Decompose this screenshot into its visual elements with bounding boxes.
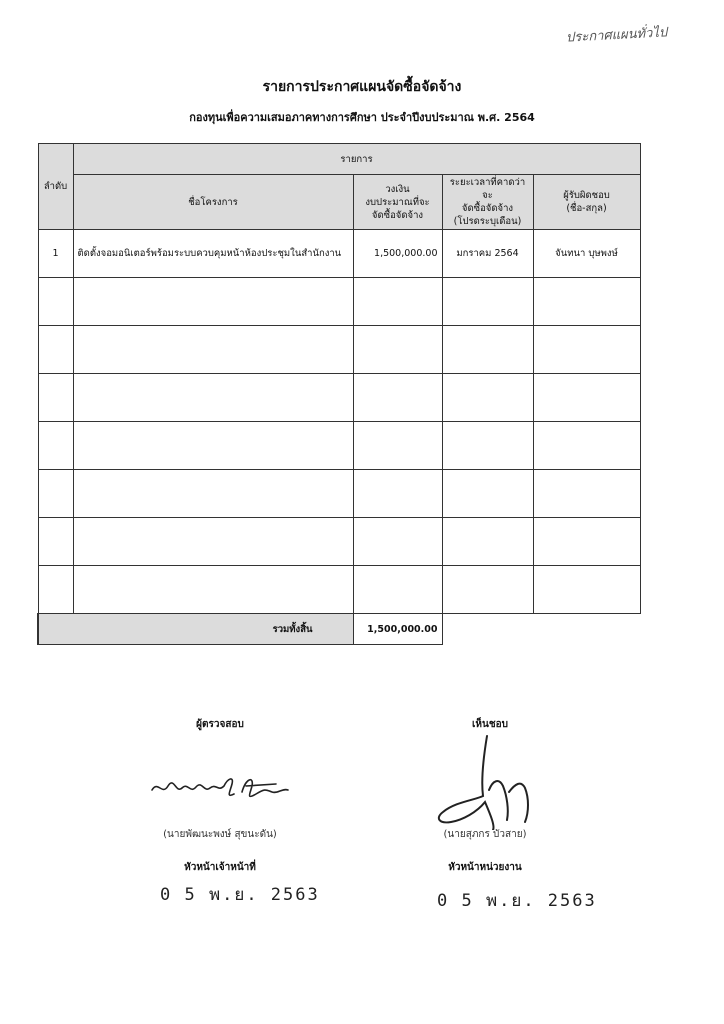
row-project (73, 518, 353, 566)
row-responsible (533, 470, 640, 518)
row-project (73, 326, 353, 374)
row-budget (353, 566, 442, 614)
table-row (38, 518, 640, 566)
header-items-label: รายการ (340, 153, 373, 165)
row-responsible: จันทนา บุษพงษ์ (533, 230, 640, 278)
row-budget: 1,500,000.00 (353, 230, 442, 278)
procurement-plan-table (37, 143, 641, 645)
row-project (73, 470, 353, 518)
row-no (38, 278, 73, 326)
table-row (38, 470, 640, 518)
header-budget-line: จัดซื้อจัดจ้าง (371, 209, 424, 221)
blank-cell (442, 614, 533, 645)
row-project (73, 422, 353, 470)
row-period (442, 374, 533, 422)
handwritten-note: ประกาศแผนทั่วไป (565, 25, 668, 46)
checker-label: ผู้ตรวจสอบ (196, 719, 244, 730)
table-row (38, 278, 640, 326)
document-title: รายการประกาศแผนจัดซื้อจัดจ้าง (262, 79, 462, 95)
checker-date-stamp: 0 5 พ.ย. 2563 (160, 885, 320, 905)
row-responsible (533, 422, 640, 470)
row-project (73, 566, 353, 614)
row-no (38, 518, 73, 566)
header-period (442, 175, 533, 230)
row-no (38, 326, 73, 374)
total-label: รวมทั้งสิ้น (38, 614, 353, 645)
total-row (38, 614, 640, 645)
row-period: มกราคม 2564 (442, 230, 533, 278)
row-period (442, 278, 533, 326)
row-no (38, 374, 73, 422)
approver-position: หัวหน้าหน่วยงาน (448, 862, 522, 873)
header-budget (353, 175, 442, 230)
header-responsible-line: (ชื่อ-สกุล) (566, 203, 607, 214)
blank-cell (533, 614, 640, 645)
table-row (38, 230, 640, 278)
header-responsible (533, 175, 640, 230)
approver-signature (425, 730, 545, 830)
row-period (442, 326, 533, 374)
row-no (38, 470, 73, 518)
row-budget (353, 278, 442, 326)
row-responsible (533, 518, 640, 566)
row-project (73, 278, 353, 326)
header-budget-line: งบประมาณที่จะ (365, 196, 430, 208)
header-budget-line: วงเงิน (385, 183, 410, 195)
approver-date-stamp: 0 5 พ.ย. 2563 (437, 891, 597, 911)
checker-name: (นายพัฒนะพงษ์ สุขนะดัน) (163, 829, 277, 840)
row-budget (353, 470, 442, 518)
table-row (38, 374, 640, 422)
row-period (442, 518, 533, 566)
table-row (38, 326, 640, 374)
table-row (38, 422, 640, 470)
header-period-line: จะ (482, 190, 493, 201)
header-items (73, 144, 640, 175)
row-responsible (533, 374, 640, 422)
row-no: 1 (38, 230, 73, 278)
row-budget (353, 518, 442, 566)
checker-signature-block (120, 717, 320, 732)
row-budget (353, 422, 442, 470)
row-project: ติดตั้งจอมอนิเตอร์พร้อมระบบควบคุมหน้าห้องประชุมในสำนักงาน (73, 230, 353, 278)
row-budget (353, 326, 442, 374)
row-responsible (533, 278, 640, 326)
approver-label: เห็นชอบ (472, 719, 508, 730)
row-no (38, 566, 73, 614)
header-period-line: ระยะเวลาที่คาดว่า (449, 177, 526, 188)
row-period (442, 566, 533, 614)
row-budget (353, 374, 442, 422)
approver-name-block (385, 827, 585, 875)
header-project: ชื่อโครงการ (73, 175, 353, 230)
checker-position: หัวหน้าเจ้าหน้าที่ (184, 862, 256, 873)
row-no (38, 422, 73, 470)
header-responsible-line: ผู้รับผิดชอบ (563, 190, 610, 201)
approver-name: (นายสุภกร บัวสาย) (443, 829, 527, 840)
row-period (442, 470, 533, 518)
checker-name-block (120, 827, 320, 875)
row-project (73, 374, 353, 422)
row-responsible (533, 326, 640, 374)
header-no: ลำดับ (38, 144, 73, 230)
header-period-line: จัดซื้อจัดจ้าง (461, 203, 514, 214)
document-subtitle: กองทุนเพื่อความเสมอภาคทางการศึกษา ประจำปีงบประมาณ พ.ศ. 2564 (189, 111, 535, 124)
header-period-line: (โปรดระบุเดือน) (453, 216, 522, 227)
row-responsible (533, 566, 640, 614)
checker-signature (150, 768, 300, 808)
total-value: 1,500,000.00 (353, 614, 442, 645)
table-row (38, 566, 640, 614)
row-period (442, 422, 533, 470)
